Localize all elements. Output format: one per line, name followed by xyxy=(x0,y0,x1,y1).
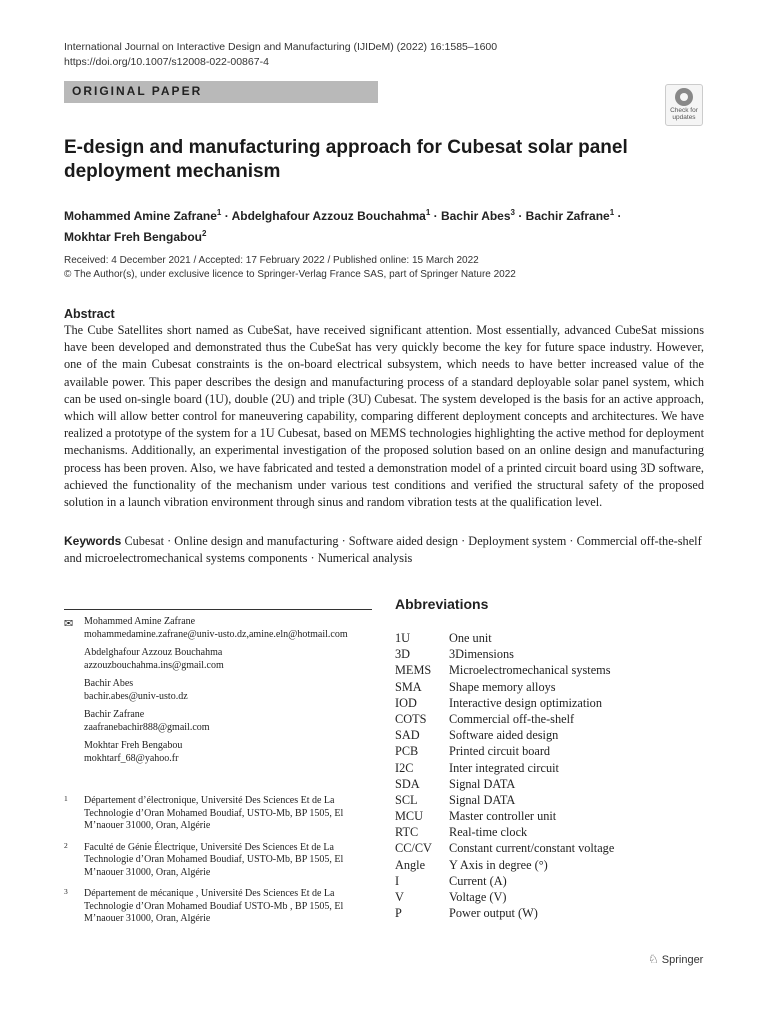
doi-link[interactable]: https://doi.org/10.1007/s12008-022-00867-4 xyxy=(64,56,269,68)
abbreviation-definition: Software aided design xyxy=(449,728,559,743)
check-updates-label: Check for updates xyxy=(670,107,698,121)
check-for-updates-badge[interactable] xyxy=(665,84,703,126)
abbreviation-term: SDA xyxy=(395,776,420,791)
abbreviation-row xyxy=(395,824,715,840)
abbreviation-definition: One unit xyxy=(449,631,492,645)
copyright-line: © The Author(s), under exclusive licence to Springer-Verlag France SAS, part of Springer Nature 2022 xyxy=(64,269,516,280)
abbreviation-row xyxy=(395,630,715,646)
author-name[interactable]: Mokhtar Freh Bengabou$^2$ xyxy=(64,229,207,244)
article-type-label: ORIGINAL PAPER xyxy=(72,84,203,98)
publisher-name: Springer xyxy=(661,954,704,966)
contact-name: Bachir Abes xyxy=(84,678,134,689)
abbreviation-row xyxy=(395,646,715,662)
affiliation-text: Faculté de Génie Électrique, Université Des Sciences Et de La Technologie d’Oran Mohamed Boudiaf, USTO-Mb, BP 1505, El M’naouer 31000, Oran, Algérie xyxy=(84,841,344,878)
keywords-text: Cubesat · Online design and manufacturing · Software aided design · Deployment system · Commercial off-the-shelf and microelectromechanical systems components · Numerical analysis xyxy=(64,534,702,565)
abbreviations-list xyxy=(395,630,715,921)
abbreviation-definition: Printed circuit board xyxy=(449,744,551,759)
contact-name: Mohammed Amine Zafrane xyxy=(84,616,196,627)
abbreviation-definition: Voltage (V) xyxy=(449,890,507,904)
author-name[interactable]: Bachir Zafrane$^1$ xyxy=(525,208,615,223)
abbreviation-definition: Signal DATA xyxy=(449,776,516,791)
author-name[interactable]: Abdelghafour Azzouz Bouchahma$^1$ xyxy=(231,208,431,223)
corresponding-contacts xyxy=(84,616,374,771)
abbreviation-row xyxy=(395,760,715,776)
author-affiliation-ref: 3 xyxy=(510,208,515,217)
article-type-banner xyxy=(64,81,378,103)
abbreviation-row xyxy=(395,776,715,792)
journal-citation: International Journal on Interactive Design and Manufacturing (IJIDeM) (2022) 16:1585–1600 xyxy=(64,41,498,53)
abstract-heading: Abstract xyxy=(64,307,115,321)
author-affiliation-ref: 2 xyxy=(202,229,207,238)
abbreviation-definition: Microelectromechanical systems xyxy=(449,663,611,678)
contact-name: Mokhtar Freh Bengabou xyxy=(84,740,183,751)
footnote-divider xyxy=(64,609,372,610)
abbreviation-row xyxy=(395,679,715,695)
abbreviation-row xyxy=(395,792,715,808)
contact-entry xyxy=(84,647,374,672)
abbreviation-row xyxy=(395,727,715,743)
abbreviation-term: MEMS xyxy=(395,663,432,678)
abbreviation-term: 1U xyxy=(395,631,411,645)
abbreviation-row xyxy=(395,905,715,921)
contact-entry xyxy=(84,740,374,765)
abbreviation-term: MCU xyxy=(395,809,424,824)
abbreviation-definition: Y Axis in degree (°) xyxy=(449,857,548,872)
abbreviation-row xyxy=(395,808,715,824)
history-dates: Received: 4 December 2021 / Accepted: 17 February 2022 / Published online: 15 March 2022 xyxy=(64,255,479,266)
contact-name: Abdelghafour Azzouz Bouchahma xyxy=(84,647,223,658)
abbreviation-definition: Master controller unit xyxy=(449,809,557,824)
abbreviation-term: SMA xyxy=(395,679,422,694)
affiliation-number: 2 xyxy=(64,840,68,850)
publication-dates xyxy=(64,254,516,282)
abbreviation-term: I xyxy=(395,873,400,888)
abbreviation-definition: Real-time clock xyxy=(449,825,528,840)
author-list: Mohammed Amine Zafrane$^1$ · Abdelghafour Azzouz Bouchahma$^1$ · Bachir Abes$^3$ · Bachir Zafrane$^1$ · Mokhtar Freh Bengabou$^2$ xyxy=(64,208,622,244)
affiliation-text: Département de mécanique , Université Des Sciences Et de La Technologie d’Oran Mohamed Boudiaf USTO-Mb , BP 1505, El M’naouer 31000, Oran, Algérie xyxy=(84,888,344,924)
abbreviation-definition: Power output (W) xyxy=(449,906,538,921)
paper-title: E-design and manufacturing approach for Cubesat solar panel deployment mechanism xyxy=(64,137,628,182)
abbreviation-row xyxy=(395,743,715,759)
affiliation-number: 3 xyxy=(64,887,68,896)
contact-entry xyxy=(84,616,374,641)
abbreviation-row xyxy=(395,711,715,727)
affiliation-text: Département d’électronique, Université Des Sciences Et de La Technologie d’Oran Mohamed Boudiaf, USTO-Mb, BP 1505, El M’naouer 31000, Oran, Algérie xyxy=(84,795,344,831)
abbreviation-row xyxy=(395,662,715,678)
affiliation-entry xyxy=(64,842,374,880)
abbreviation-term: COTS xyxy=(395,711,427,726)
abbreviation-term: V xyxy=(395,890,404,904)
abbreviation-row xyxy=(395,889,715,905)
contact-email[interactable]: azzouzbouchahma.ins@gmail.com xyxy=(84,659,224,671)
abbreviation-row xyxy=(395,873,715,889)
keywords xyxy=(64,533,704,567)
abbreviation-term: CC/CV xyxy=(395,841,432,856)
publisher-logo xyxy=(648,952,703,966)
abbreviation-term: IOD xyxy=(395,695,417,710)
abbreviation-row xyxy=(395,695,715,711)
contact-email[interactable]: mohammedamine.zafrane@univ-usto.dz,amine.eln@hotmail.com xyxy=(84,628,348,640)
abbreviation-term: Angle xyxy=(395,857,426,872)
abbreviation-definition: Commercial off-the-shelf xyxy=(449,711,575,726)
contact-name: Bachir Zafrane xyxy=(84,709,145,720)
contact-email[interactable]: bachir.abes@univ-usto.dz xyxy=(84,690,188,702)
springer-horse-icon: ♘ xyxy=(648,952,659,966)
abbreviation-term: I2C xyxy=(395,760,414,775)
author-name[interactable]: Bachir Abes$^3$ xyxy=(440,208,515,223)
keywords-label: Keywords xyxy=(64,534,122,548)
abbreviation-term: RTC xyxy=(395,825,419,840)
abstract-text: The Cube Satellites short named as CubeSat, have received significant attention. Most essentially, advanced CubeSat missions have been developed and demonstrated thus the CubeSat has very quickly become the key for future space industry. However, one of the main Cubesat constraints is the on-board electrical subsystem, which needs to have better increased value of the available power. This paper describes the design and manufacturing process of a standard deployable solar panel system, which can be used on-single board (1U), double (2U) and triple (3U) Cubesat. The system developed is the basis for an active approach, which will allow better control for maneuvering capability, comparing different deployment concepts and architectures. We have realized a prototype of the system for a 1U Cubesat, based on MEMS technologies highlighting the active method for deployment mechanisms. Additionally, an experimental investigation of the proposed solution based on an online design and manufacturing process has been proven. Also, we have fabricated and tested a demonstration model of a printed circuit board using 3D software, achieved the functionality of the mechanism under various test conditions and verified the structural safety of the proposed solution in a launch vibration environment through sinus and random vibration tests at the qualification level. xyxy=(64,323,704,510)
journal-header xyxy=(64,40,497,70)
affiliation-entry xyxy=(64,795,374,833)
contact-email[interactable]: mokhtarf_68@yahoo.fr xyxy=(84,752,179,764)
abbreviation-term: P xyxy=(395,906,402,921)
author-name[interactable]: Mohammed Amine Zafrane$^1$ xyxy=(64,208,222,223)
author-affiliation-ref: 1 xyxy=(216,208,222,217)
contact-email[interactable]: zaafranebachir888@gmail.com xyxy=(84,721,210,733)
envelope-icon: ✉ xyxy=(64,617,74,630)
affiliations xyxy=(64,795,374,935)
affiliation-entry xyxy=(64,888,374,926)
abbreviation-definition: Shape memory alloys xyxy=(449,679,556,694)
abbreviation-definition: Signal DATA xyxy=(449,792,516,807)
abbreviation-definition: Constant current/constant voltage xyxy=(449,841,615,856)
check-updates-icon xyxy=(675,88,693,106)
abbreviation-row xyxy=(395,840,715,856)
abbreviation-term: 3D xyxy=(395,647,411,662)
abbreviation-term: SAD xyxy=(395,728,420,743)
contact-entry xyxy=(84,709,374,734)
contact-entry xyxy=(84,678,374,703)
abbreviation-term: PCB xyxy=(395,744,419,759)
abbreviation-definition: Interactive design optimization xyxy=(449,695,602,710)
abbreviation-row xyxy=(395,857,715,873)
abbreviation-definition: Current (A) xyxy=(449,873,507,888)
author-affiliation-ref: 1 xyxy=(425,208,431,217)
abbreviation-definition: 3Dimensions xyxy=(449,647,514,662)
affiliation-number: 1 xyxy=(64,794,68,803)
abbreviations-heading: Abbreviations xyxy=(395,596,489,612)
abbreviation-definition: Inter integrated circuit xyxy=(449,760,559,775)
abbreviation-term: SCL xyxy=(395,792,418,807)
author-affiliation-ref: 1 xyxy=(609,208,615,217)
